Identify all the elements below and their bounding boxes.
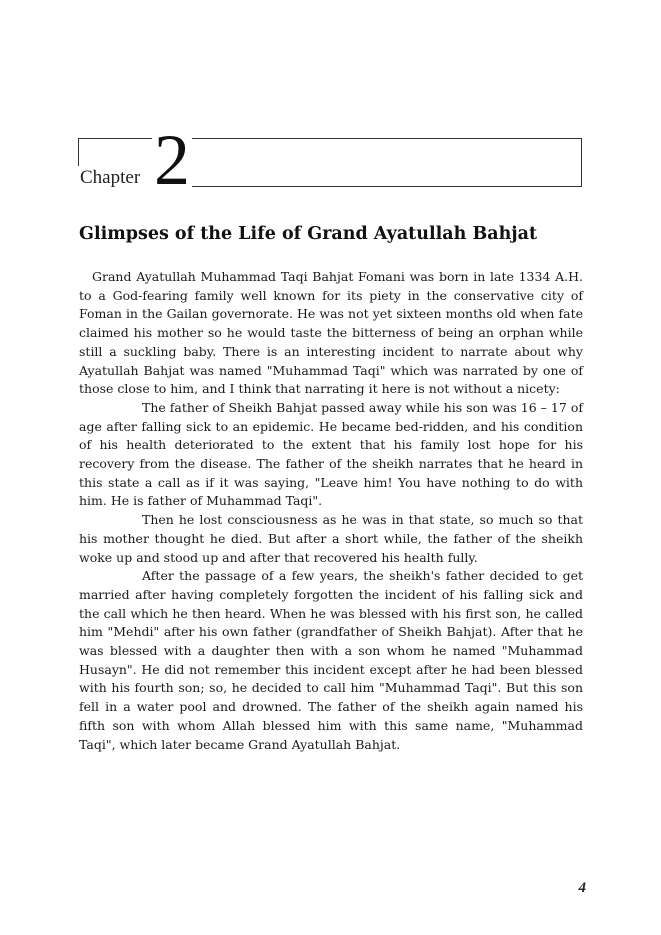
paragraph: Then he lost consciousness as he was in that state, so much so that his mother thought he died. But after a short while, the father of the sheikh woke up and stood up and after that recovered his health fully. — [79, 512, 583, 565]
chapter-title: Glimpses of the Life of Grand Ayatullah Bahjat — [79, 224, 538, 244]
chapter-frame-left — [78, 138, 79, 166]
chapter-number: 2 — [154, 120, 190, 200]
chapter-frame-bottom — [190, 186, 582, 187]
chapter-body — [79, 268, 583, 754]
paragraph: The father of Sheikh Bahjat passed away while his son was 16 – 17 of age after falling sick to an epidemic. He became bed-ridden, and his condition of his health deteriorated to the extent that his family lost hope for his recovery from the disease. The father of the sheikh narrates that he heard in this state a call as if it was saying, "Leave him! You have nothing to do with him. He is father of Muhammad Taqi". — [79, 399, 583, 509]
chapter-frame-right — [581, 138, 582, 187]
chapter-label: Chapter — [80, 167, 141, 188]
paragraph: Grand Ayatullah Muhammad Taqi Bahjat Fomani was born in late 1334 A.H. to a God-fearing family well known for its piety in the conservative city of Foman in the Gailan governorate. He was not yet sixteen months old when fate claimed his mother so he would taste the bitterness of being an orphan while still a suckling baby. There is an interesting incident to narrate about why Ayatullah Bahjat was named "Muhammad Taqi" which was narrated by one of those close to him, and I think that narrating it here is not without a nicety: — [79, 269, 583, 397]
page-number: 4 — [578, 880, 586, 896]
chapter-heading — [78, 120, 582, 200]
paragraph: After the passage of a few years, the sheikh's father decided to get married after having completely forgotten the incident of his falling sick and the call which he then heard. When he was blessed with his first son, he called him "Mehdi" after his own father (grandfather of Sheikh Bahjat). After that he was blessed with a daughter then with a son whom he named "Muhammad Husayn". He did not remember this incident except after he had been blessed with his fourth son; so, he decided to call him "Muhammad Taqi". But this son fell in a water pool and drowned. The father of the sheikh again named his fifth son with whom Allah blessed him with this same name, "Muhammad Taqi", which later became Grand Ayatullah Bahjat. — [79, 568, 583, 752]
